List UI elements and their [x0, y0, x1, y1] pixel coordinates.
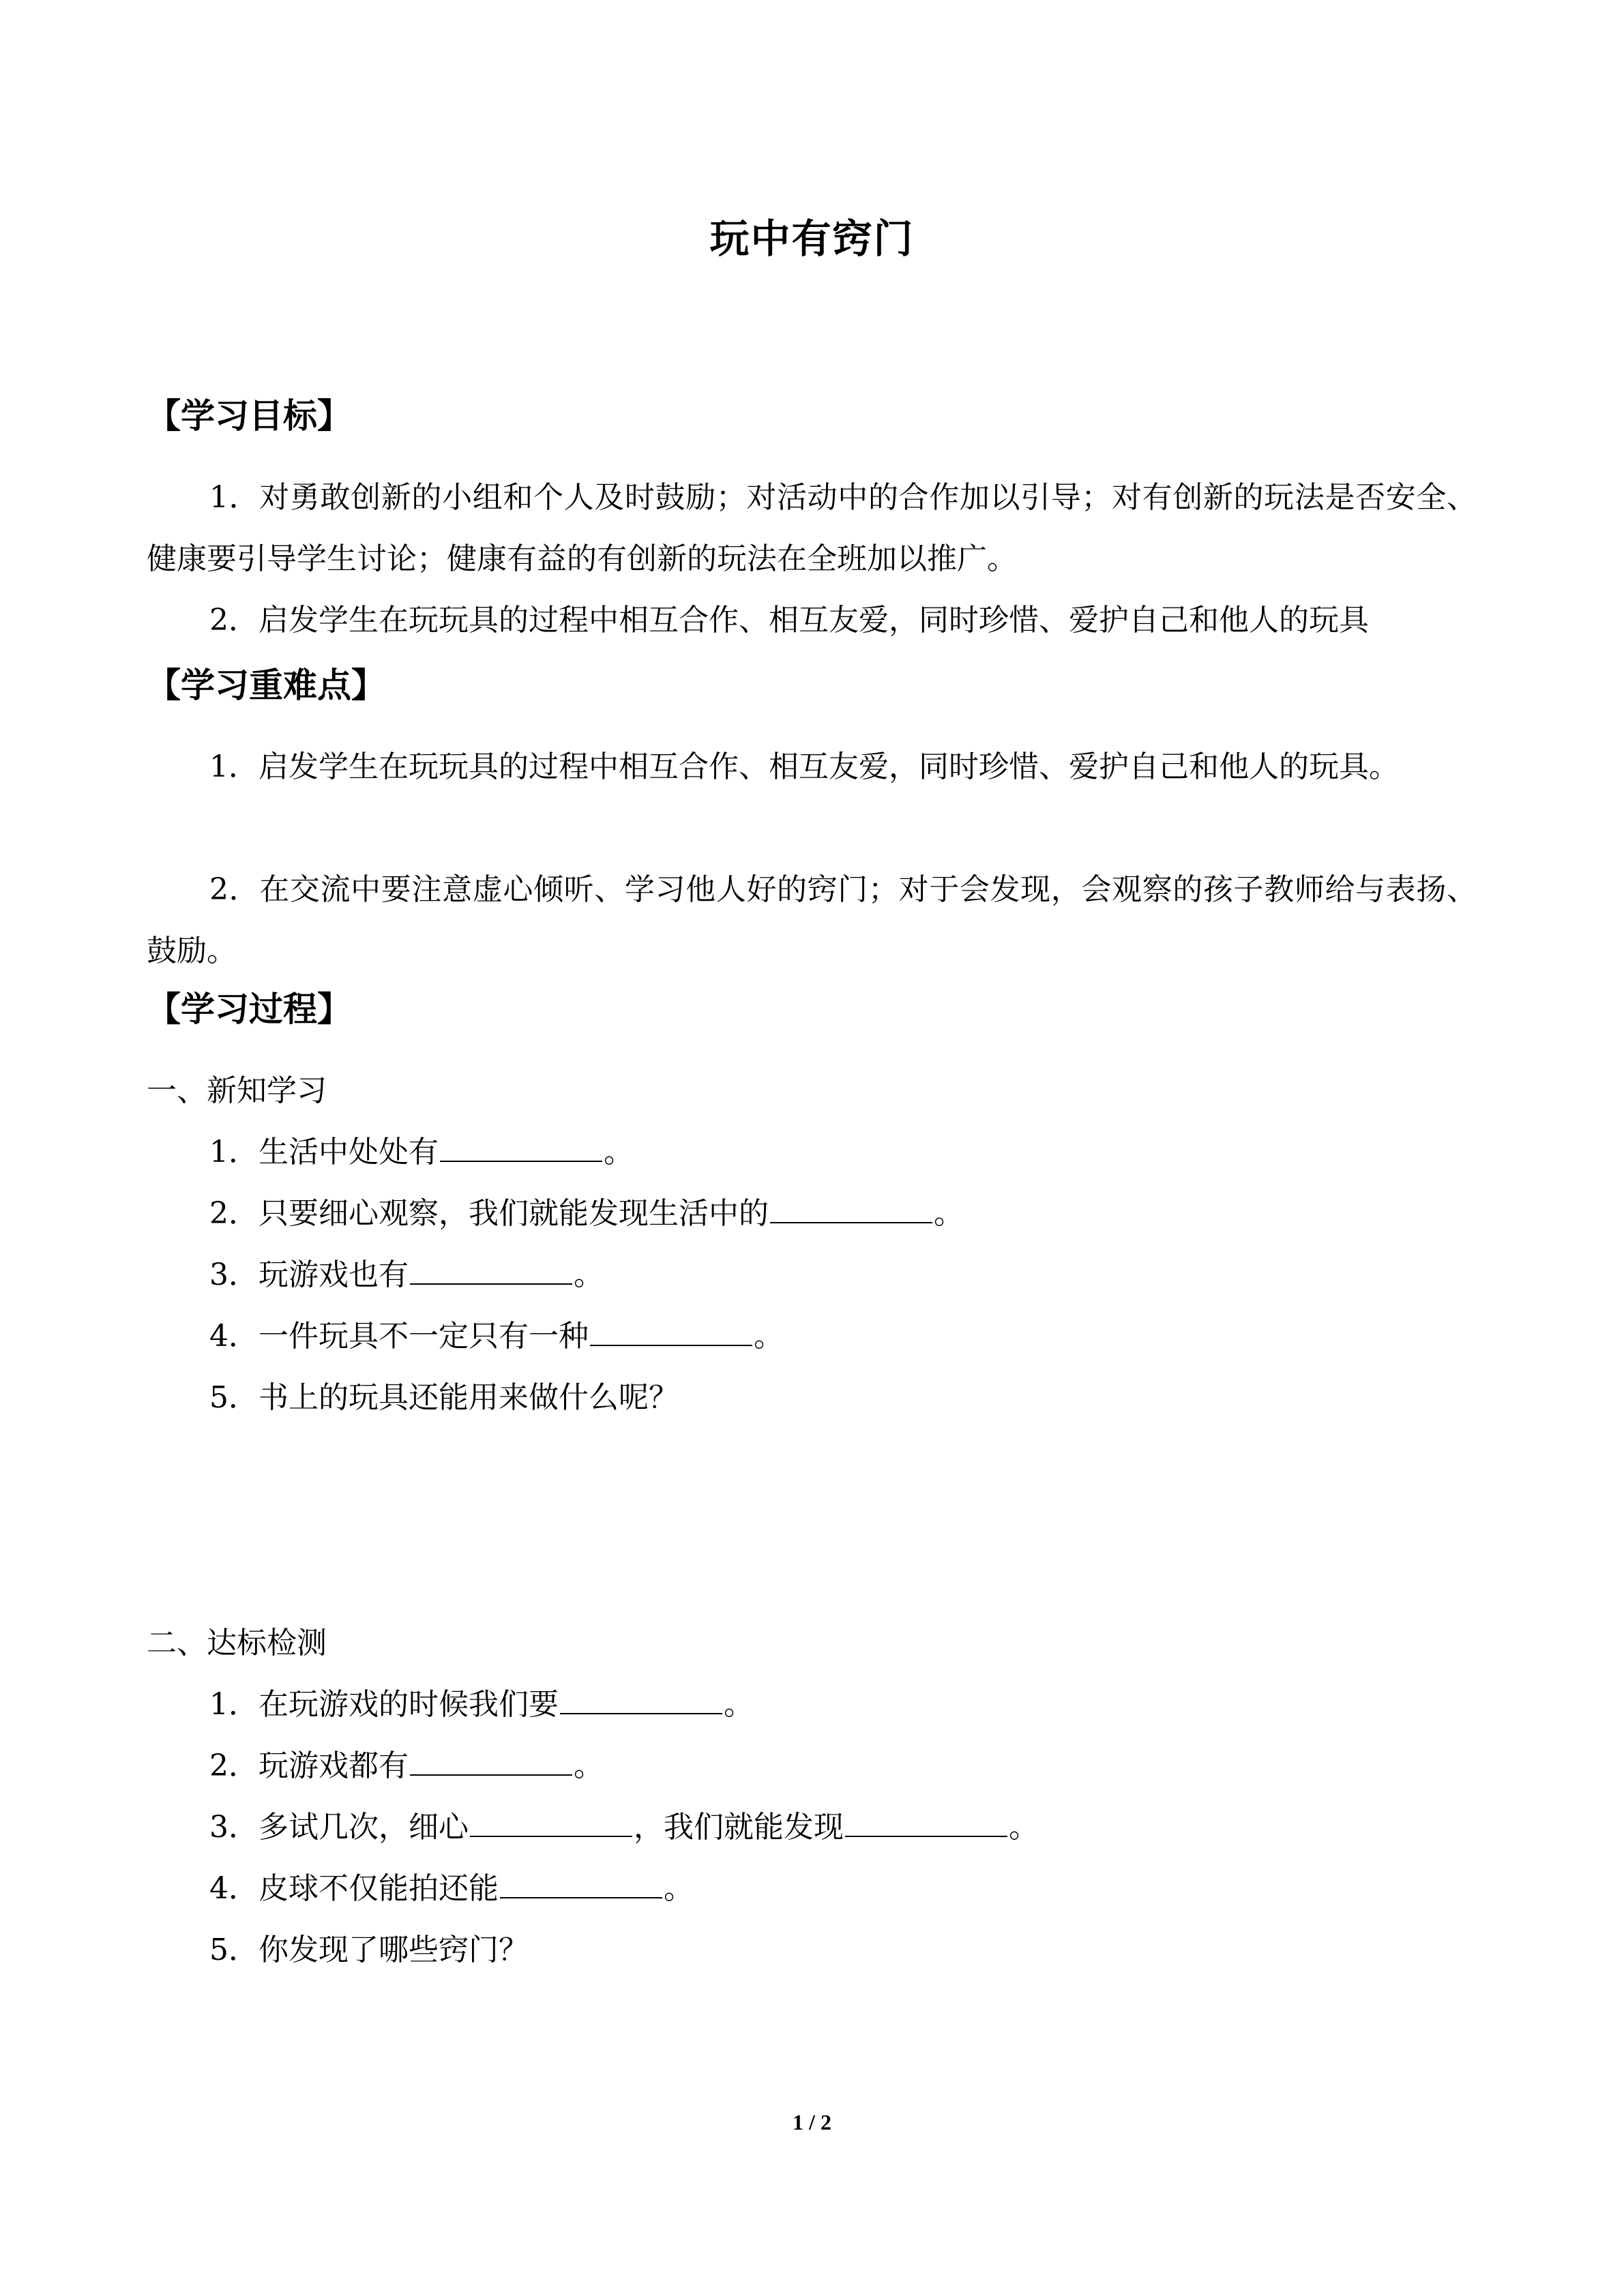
question-end: 。 [724, 1687, 754, 1722]
part1-question-3 [209, 1255, 604, 1296]
question-text: 5．书上的玩具还能用来做什么呢？ [209, 1380, 679, 1415]
part1-question-1 [209, 1132, 634, 1173]
part1-question-2 [209, 1193, 964, 1234]
answer-blank [770, 1195, 932, 1223]
goal-item-2: 2．启发学生在玩玩具的过程中相互合作、相互友爱，同时珍惜、爱护自己和他人的玩具 [209, 603, 1369, 638]
question-text-middle: ，我们就能发现 [634, 1810, 844, 1845]
answer-blank [590, 1317, 752, 1346]
section-heading-process: 【学习过程】 [147, 989, 351, 1029]
answer-blank [440, 1133, 602, 1162]
question-end: 。 [664, 1871, 694, 1906]
part1-title: 一、新知学习 [147, 1073, 327, 1108]
goal-item-1: 1．对勇敢创新的小组和个人及时鼓励；对活动中的合作加以引导；对有创新的玩法是否安全、健康要引导学生讨论；健康有益的有创新的玩法在全班加以推广。 [147, 480, 1477, 576]
key-point-item-2: 2．在交流中要注意虚心倾听、学习他人好的窍门；对于会发现，会观察的孩子教师给与表扬、鼓励。 [147, 872, 1477, 968]
section-heading-goals: 【学习目标】 [147, 396, 351, 436]
question-text: 4．皮球不仅能拍还能 [209, 1871, 499, 1906]
answer-blank [470, 1808, 632, 1837]
question-end: 。 [1009, 1810, 1039, 1845]
part2-title: 二、达标检测 [147, 1626, 327, 1660]
question-text: 3．多试几次，细心 [209, 1810, 469, 1845]
question-text: 4．一件玩具不一定只有一种 [209, 1319, 589, 1354]
question-end: 。 [754, 1319, 784, 1354]
question-end: 。 [574, 1748, 604, 1783]
question-end: 。 [934, 1196, 964, 1231]
answer-blank [500, 1870, 662, 1898]
page-number: 1 / 2 [793, 2110, 831, 2134]
question-text: 5．你发现了哪些窍门？ [209, 1933, 529, 1967]
page-title: 玩中有窍门 [709, 215, 915, 262]
key-point-item-1: 1．启发学生在玩玩具的过程中相互合作、相互友爱，同时珍惜、爱护自己和他人的玩具。 [209, 749, 1399, 784]
part2-question-4 [209, 1868, 694, 1909]
question-text: 2．玩游戏都有 [209, 1748, 409, 1783]
question-text: 1．在玩游戏的时候我们要 [209, 1687, 559, 1722]
answer-blank [845, 1808, 1007, 1837]
part1-question-5 [209, 1377, 679, 1418]
question-end: 。 [574, 1257, 604, 1292]
question-end: 。 [604, 1135, 634, 1169]
answer-blank [410, 1256, 572, 1285]
question-text: 1．生活中处处有 [209, 1135, 439, 1169]
answer-blank [410, 1747, 572, 1776]
part2-question-2 [209, 1746, 604, 1787]
part2-question-5 [209, 1930, 529, 1971]
answer-blank [560, 1686, 722, 1714]
part2-question-1 [209, 1684, 754, 1725]
section-heading-key-points: 【学习重难点】 [147, 666, 385, 705]
part2-question-3 [209, 1807, 1039, 1848]
part1-question-4 [209, 1316, 784, 1357]
question-text: 2．只要细心观察，我们就能发现生活中的 [209, 1196, 769, 1231]
question-text: 3．玩游戏也有 [209, 1257, 409, 1292]
